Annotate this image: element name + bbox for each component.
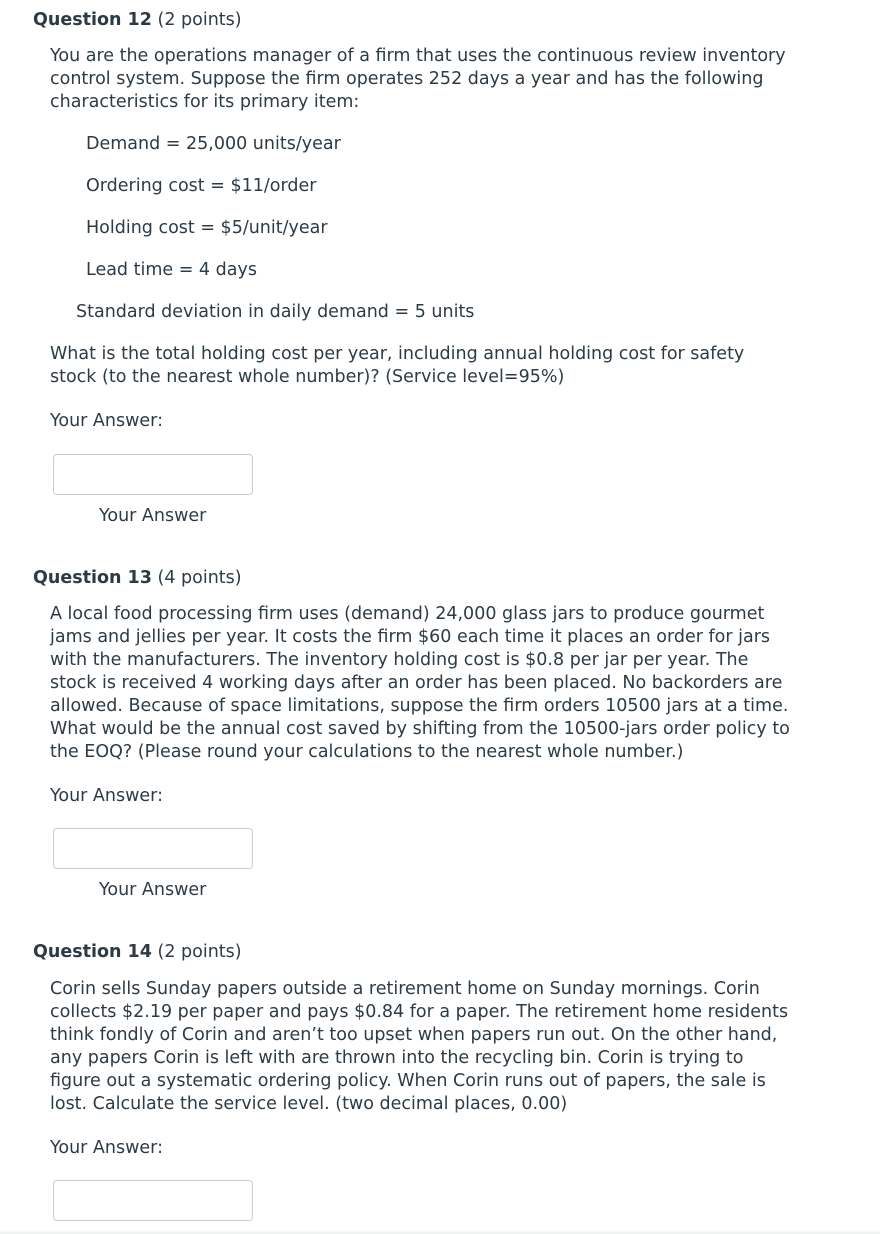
param-lead-time: Lead time = 4 days: [86, 260, 257, 280]
answer-label: Your Answer:: [50, 411, 163, 431]
answer-label: Your Answer:: [50, 1138, 163, 1158]
question-title: Question 12: [33, 10, 152, 30]
question-13-header: [33, 567, 242, 589]
question-points: (4 points): [157, 568, 242, 588]
answer-input-q13[interactable]: [53, 828, 253, 869]
question-prompt: What is the total holding cost per year, including annual holding cost for safety stock (to the nearest whole number)? (Service level=95%): [50, 344, 745, 387]
question-title: Question 13: [33, 568, 152, 588]
page-bottom-edge: [0, 1230, 880, 1234]
param-std-dev: Standard deviation in daily demand = 5 units: [76, 302, 475, 322]
answer-input-q14[interactable]: [53, 1180, 253, 1221]
param-holding-cost: Holding cost = $5/unit/year: [86, 218, 328, 238]
answer-caption: Your Answer: [99, 506, 207, 526]
param-demand: Demand = 25,000 units/year: [86, 134, 341, 154]
question-points: (2 points): [157, 942, 242, 962]
question-text: You are the operations manager of a firm that uses the continuous review inventory control system. Suppose the firm operates 252 days a year and has the following characteristics for its primary item:: [50, 46, 786, 112]
question-points: (2 points): [157, 10, 242, 30]
answer-input-q12[interactable]: [53, 454, 253, 495]
question-text: A local food processing firm uses (demand) 24,000 glass jars to produce gourmet jams and jellies per year. It costs the firm $60 each time it places an order for jars with the manufacturers. The inventory holding cost is $0.8 per jar per year. The stock is received 4 working days after an order has been placed. No backorders are allowed. Because of space limitations, suppose the firm orders 10500 jars at a time. What would be the annual cost saved by shifting from the 10500-jars order policy to the EOQ? (Please round your calculations to the nearest whole number.): [50, 604, 790, 762]
question-text: Corin sells Sunday papers outside a retirement home on Sunday mornings. Corin collects $2.19 per paper and pays $0.84 for a paper. The retirement home residents think fondly of Corin and aren’t too upset when papers run out. On the other hand, any papers Corin is left with are thrown into the recycling bin. Corin is trying to figure out a systematic ordering policy. When Corin runs out of papers, the sale is lost. Calculate the service level. (two decimal places, 0.00): [50, 979, 789, 1114]
answer-label: Your Answer:: [50, 786, 163, 806]
question-12-header: [33, 9, 242, 31]
question-title: Question 14: [33, 942, 152, 962]
answer-caption: Your Answer: [99, 880, 207, 900]
param-ordering-cost: Ordering cost = $11/order: [86, 176, 317, 196]
question-14-header: [33, 941, 242, 963]
